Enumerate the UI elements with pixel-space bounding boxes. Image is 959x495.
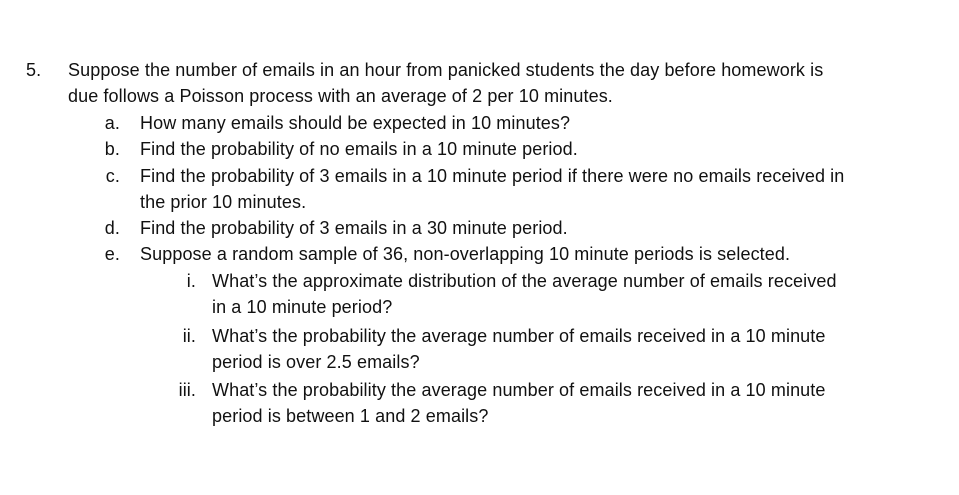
subpart-iii-text-line-2: period is between 1 and 2 emails?: [212, 406, 489, 426]
subpart-i-text-line-1: What’s the approximate distribution of the average number of emails received: [212, 271, 837, 291]
subpart-ii-marker: ii.: [182, 326, 196, 346]
part-c-text-line-1: Find the probability of 3 emails in a 10 minute period if there were no emails received in: [140, 166, 845, 186]
subpart-i-marker: i.: [186, 271, 196, 291]
question-number: 5.: [26, 60, 42, 80]
part-c-marker: c.: [105, 166, 120, 186]
subpart-ii-text-line-1: What’s the probability the average number of emails received in a 10 minute: [212, 326, 826, 346]
question-stem-line-1: Suppose the number of emails in an hour from panicked students the day before homework is: [68, 60, 824, 80]
part-e-text: Suppose a random sample of 36, non-overlapping 10 minute periods is selected.: [140, 244, 791, 264]
subpart-i-text-line-2: in a 10 minute period?: [212, 297, 393, 317]
question-stem-line-2: due follows a Poisson process with an average of 2 per 10 minutes.: [68, 86, 613, 106]
part-b-text: Find the probability of no emails in a 10 minute period.: [140, 139, 578, 159]
part-d-text: Find the probability of 3 emails in a 30 minute period.: [140, 218, 568, 238]
part-d-marker: d.: [104, 218, 120, 238]
part-a-marker: a.: [104, 113, 120, 133]
part-a-text: How many emails should be expected in 10 minutes?: [140, 113, 571, 133]
subpart-iii-text-line-1: What’s the probability the average number of emails received in a 10 minute: [212, 380, 826, 400]
subpart-iii-marker: iii.: [178, 380, 196, 400]
part-b-marker: b.: [104, 139, 120, 159]
part-c-text-line-2: the prior 10 minutes.: [140, 192, 307, 212]
subpart-ii-text-line-2: period is over 2.5 emails?: [212, 352, 420, 372]
part-e-marker: e.: [104, 244, 120, 264]
